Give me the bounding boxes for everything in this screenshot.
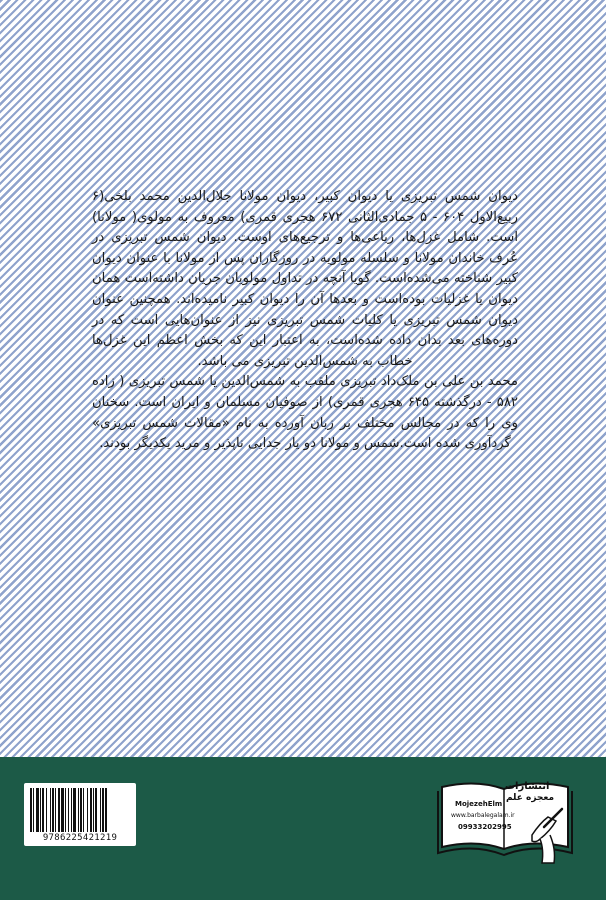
publisher-name: انتشارات (505, 781, 550, 792)
paragraph-shams: محمد بن علی بن ملک‌داد تبریزی ملقب به شمس‌الدین یا شمس تبریزی ( زاده ۵۸۲ - درگذشته ۶۴۵ هجری قمری) از صوفیان مسلمان و ایران است. سخنان وی را که در مجالس مختلف بر زبان آورده به نام «مقالات شمس تبریزی» گردآوری شده است.شمس و مولانا دو یار جدایی ناپذیر و مرید یکدیگر بودند. (92, 374, 518, 452)
description-text (92, 187, 518, 455)
barcode-bars-icon (30, 788, 130, 832)
publisher-subname: معجزه علم (506, 793, 555, 803)
publisher-phone: 09933202995 (458, 823, 512, 831)
isbn-barcode (24, 783, 136, 846)
isbn-number: 9786225421219 (42, 833, 118, 843)
publisher-website: www.barbalegalam.ir (451, 812, 515, 819)
paragraph-divan: دیوان شمس تبریزی یا دیوان کبیر، دیوان مولانا جلال‌الدین محمد بلخی(۶ ربیع‌الاول ۶۰۴ - ۵ جمادی‌الثانی ۶۷۲ هجری قمری) معروف به مولوی( مولانا) است. شامل غزل‌ها، رباعی‌ها و ترجیع‌های اوست. دیوان شمس تبریزی در عُرف خاندان مولانا و سلسله مولویه در روزگاران پس از مولانا با عنوان دیوان کبیر شناخته می‌شده‌است. گویا آنچه در تداول مولویان جریان داشته‌است همان دیوان یا غزلیات بوده‌است و بعدها آن را دیوان کبیر نامیده‌اند. همچنین عنوان دیوان شمس تبریزی یا کلیات شمس تبریزی نیز از عنوان‌هایی است که در دوره‌های بعد بدان داده شده‌است، به اعتبار این که بخش اعظم این غزل‌ها خطاب به شمس‌الدین تبریزی می باشد. (92, 189, 518, 369)
publisher-latin-name: MojezehElm (455, 800, 503, 808)
